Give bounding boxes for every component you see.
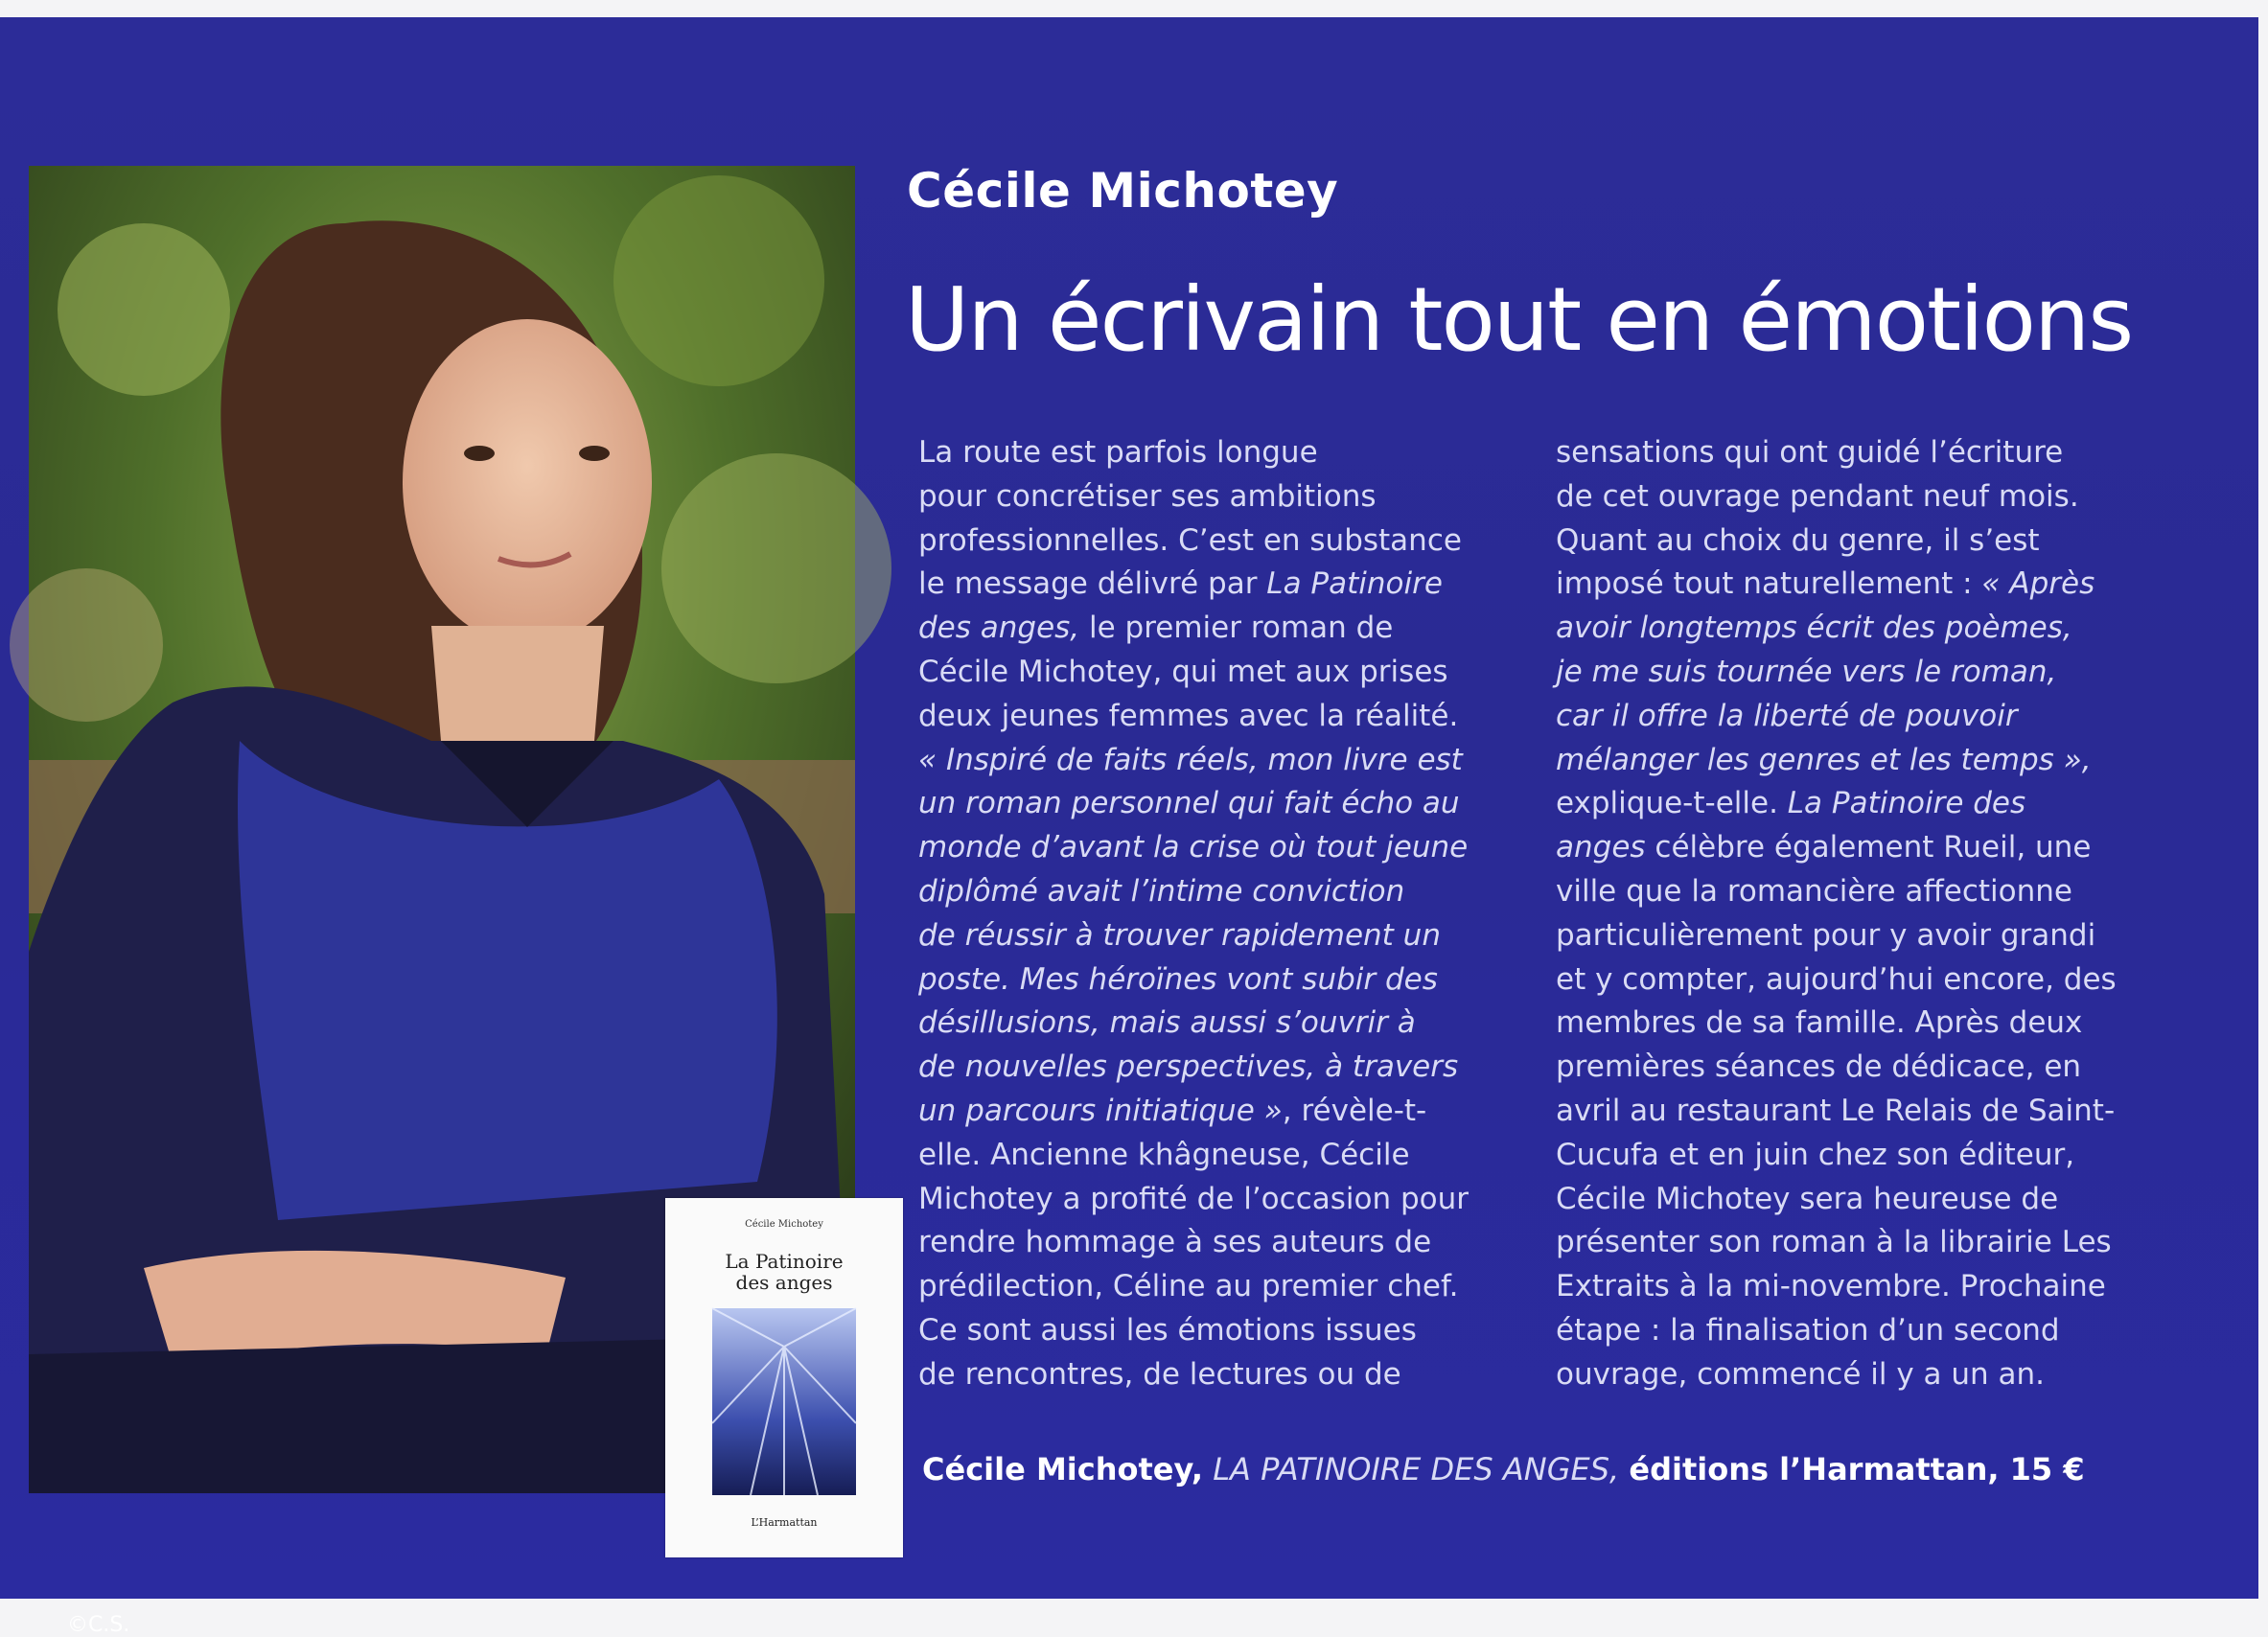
article-line-text: et y compter, aujourd’hui encore, des — [1556, 961, 2117, 997]
article-line — [1556, 1265, 2150, 1309]
article-line — [1556, 1134, 2150, 1178]
book-cover-title-line2: des anges — [735, 1271, 833, 1294]
article-line — [918, 1265, 1513, 1309]
article-line-text: étape : la finalisation d’un second — [1556, 1312, 2060, 1348]
article-line — [918, 1178, 1513, 1222]
article-line — [918, 1309, 1513, 1353]
article-line-text: imposé tout naturellement : — [1556, 566, 1982, 602]
article-line-text: membres de sa famille. Après deux — [1556, 1005, 2083, 1041]
article-line — [1556, 475, 2150, 519]
article-line-text: un roman personnel qui fait écho au — [918, 786, 1460, 821]
article-line-text: prédilection, Céline au premier chef. — [918, 1269, 1459, 1304]
article-line-text: professionnelles. C’est en substance — [918, 522, 1462, 558]
article-line — [918, 1090, 1513, 1134]
article-line — [1556, 1309, 2150, 1353]
author-name: Cécile Michotey — [907, 163, 1339, 219]
article-line — [918, 651, 1513, 695]
article-line-text: deux jeunes femmes avec la réalité. — [918, 698, 1459, 733]
article-line-text: désillusions, mais aussi s’ouvrir à — [918, 1005, 1416, 1041]
article-line-text: le premier roman de — [1079, 611, 1394, 646]
book-cover-title-line1: La Patinoire — [725, 1250, 844, 1273]
article-line — [1556, 958, 2150, 1003]
article-line — [1556, 914, 2150, 958]
article-line — [918, 519, 1513, 564]
article-line — [918, 958, 1513, 1003]
article-line-text: poste. Mes héroïnes vont subir des — [918, 961, 1438, 997]
article-line — [918, 1134, 1513, 1178]
article-line — [918, 475, 1513, 519]
article-line-text: le message délivré par — [918, 566, 1267, 602]
article-line — [918, 914, 1513, 958]
article-line-text: Michotey a profité de l’occasion pour — [918, 1181, 1469, 1216]
article-line — [1556, 607, 2150, 651]
article-line-text: de cet ouvrage pendant neuf mois. — [1556, 478, 2079, 514]
article-line — [1556, 1178, 2150, 1222]
article-line-text: « Inspiré de faits réels, mon livre est — [918, 742, 1463, 777]
article-line — [1556, 782, 2150, 826]
article-line — [918, 1002, 1513, 1046]
article-line-text: de réussir à trouver rapidement un — [918, 917, 1441, 953]
book-caption — [922, 1451, 2085, 1487]
article-line-text: Cécile Michotey sera heureuse de — [1556, 1181, 2059, 1216]
article-line-text: Quant au choix du genre, il s’est — [1556, 522, 2040, 558]
article-line-text: de rencontres, de lectures ou de — [918, 1356, 1401, 1392]
article-line — [918, 1353, 1513, 1397]
article-line-text: elle. Ancienne khâgneuse, Cécile — [918, 1137, 1410, 1172]
book-cover-author: Cécile Michotey — [745, 1219, 823, 1230]
article-line — [1556, 519, 2150, 564]
article-line-text: sensations qui ont guidé l’écriture — [1556, 435, 2064, 470]
article-line — [1556, 651, 2150, 695]
article-line-text: des anges, — [918, 611, 1080, 646]
article-line — [1556, 563, 2150, 607]
article-line — [918, 1221, 1513, 1265]
article-line-text: avoir longtemps écrit des poèmes, — [1556, 611, 2072, 646]
article-line-text: Ce sont aussi les émotions issues — [918, 1312, 1417, 1348]
article-line — [918, 782, 1513, 826]
article-line-text: ville que la romancière affectionne — [1556, 873, 2072, 909]
article-line — [918, 1046, 1513, 1090]
article-line-text: pour concrétiser ses ambitions — [918, 478, 1377, 514]
article-line — [1556, 1046, 2150, 1090]
article-line-text: célèbre également Rueil, une — [1645, 830, 2092, 865]
article-line — [918, 607, 1513, 651]
article-line — [1556, 1221, 2150, 1265]
book-cover — [665, 1198, 903, 1557]
caption-title: LA PATINOIRE DES ANGES, — [1213, 1451, 1620, 1487]
article-line — [1556, 431, 2150, 475]
article-line-text: présenter son roman à la librairie Les — [1556, 1225, 2112, 1260]
article-line-text: Cécile Michotey, qui met aux prises — [918, 654, 1448, 689]
headline: Un écrivain tout en émotions — [905, 268, 2133, 371]
article-line-text: , révèle-t- — [1282, 1093, 1427, 1128]
article-line — [918, 431, 1513, 475]
book-cover-artwork — [712, 1308, 856, 1495]
article-line-text: Extraits à la mi-novembre. Prochaine — [1556, 1269, 2106, 1304]
article-line-text: anges — [1556, 830, 1646, 865]
article-line-text: je me suis tournée vers le roman, — [1556, 654, 2057, 689]
article-line — [1556, 826, 2150, 870]
article-line-text: un parcours initiatique » — [918, 1093, 1283, 1128]
article-line-text: La Patinoire des — [1787, 786, 2026, 821]
article-line-text: La route est parfois longue — [918, 435, 1318, 470]
article-column-1 — [918, 431, 1513, 1397]
article-line-text: ouvrage, commencé il y a un an. — [1556, 1356, 2046, 1392]
article-line — [918, 695, 1513, 739]
article-line — [1556, 870, 2150, 914]
article-line-text: car il offre la liberté de pouvoir — [1556, 698, 2018, 733]
caption-publisher-price: éditions l’Harmattan, 15 € — [1629, 1451, 2085, 1487]
article-line — [1556, 695, 2150, 739]
article-line — [1556, 1090, 2150, 1134]
article-line — [1556, 1353, 2150, 1397]
article-line-text: rendre hommage à ses auteurs de — [918, 1225, 1432, 1260]
article-line-text: « Après — [1981, 566, 2095, 602]
article-line-text: explique-t-elle. — [1556, 786, 1788, 821]
article-column-2 — [1556, 431, 2150, 1397]
article-line-text: mélanger les genres et les temps », — [1556, 742, 2092, 777]
article-line — [918, 826, 1513, 870]
article-line-text: avril au restaurant Le Relais de Saint- — [1556, 1093, 2116, 1128]
article-line-text: La Patinoire — [1266, 566, 1443, 602]
article-line — [918, 870, 1513, 914]
article-line-text: particulièrement pour y avoir grandi — [1556, 917, 2096, 953]
magazine-page — [0, 17, 2258, 1637]
article-line — [1556, 1002, 2150, 1046]
photo-credit: ©C.S. — [67, 1613, 130, 1637]
article-line-text: de nouvelles perspectives, à travers — [918, 1049, 1459, 1085]
book-cover-publisher: L’Harmattan — [751, 1516, 818, 1529]
caption-author: Cécile Michotey, — [922, 1451, 1204, 1487]
article-line-text: diplômé avait l’intime conviction — [918, 873, 1405, 909]
article-line-text: premières séances de dédicace, en — [1556, 1049, 2082, 1085]
article-line — [1556, 739, 2150, 783]
article-line — [918, 739, 1513, 783]
article-line-text: Cucufa et en juin chez son éditeur, — [1556, 1137, 2075, 1172]
article-line-text: monde d’avant la crise où tout jeune — [918, 830, 1469, 865]
article-line — [918, 563, 1513, 607]
book-cover-title — [665, 1251, 903, 1293]
